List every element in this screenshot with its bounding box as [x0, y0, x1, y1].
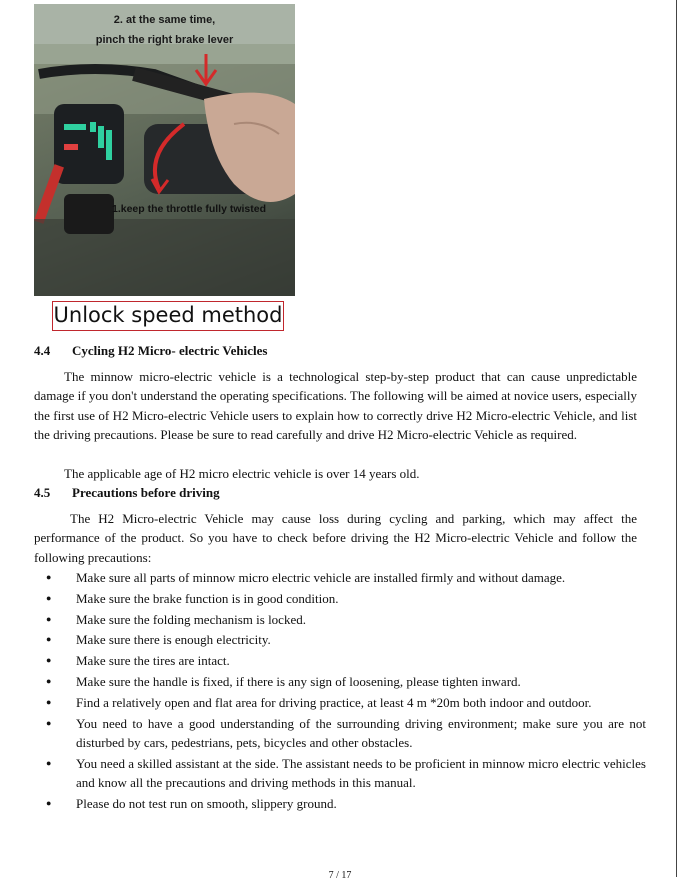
list-item: ● Make sure the brake function is in good condition. [34, 589, 646, 608]
list-item: ● You need a skilled assistant at the side. The assistant needs to be proficient in minnow micro electric vehicles and know all the precautions and driving methods in this manual. [34, 754, 646, 793]
section-number: 4.4 [34, 343, 51, 358]
list-item: ● Make sure the handle is fixed, if there is any sign of loosening, please tighten inward. [34, 672, 646, 691]
page-edge-line [676, 0, 677, 877]
section-4-4-paragraph2 [34, 464, 637, 483]
list-item: ● Find a relatively open and flat area for driving practice, at least 4 m *20m both indoor and outdoor. [34, 693, 646, 712]
paragraph-text: The minnow micro-electric vehicle is a technological step-by-step product that can cause unpredictable damage if you don't understand the operating specifications. The following will be aimed at novice users, especially the first use of H2 Micro-electric Vehicle users to explain how to correctly drive H2 Micro-electric Vehicle, and list the driving precautions. Please be sure to read carefully and drive H2 Micro-electric Vehicle as required. [34, 369, 637, 443]
list-item: ● Please do not test run on smooth, slippery ground. [34, 794, 646, 813]
section-number: 4.5 [34, 485, 51, 500]
section-title: Cycling H2 Micro- electric Vehicles [72, 343, 268, 358]
paragraph-text: The H2 Micro-electric Vehicle may cause loss during cycling and parking, which may affect the performance of the product. So you have to check before driving the H2 Micro-electric Vehicle and follow the following precautions: [34, 511, 637, 565]
handlebar-photo [34, 4, 295, 296]
photo-caption-line1: 2. at the same time, [113, 14, 216, 26]
unlock-speed-caption: Unlock speed method [52, 301, 284, 331]
section-4-5-paragraph [34, 509, 637, 567]
list-item: ● Make sure there is enough electricity. [34, 630, 646, 649]
list-item: ● You need to have a good understanding of the surrounding driving environment; make sure you are not disturbed by cars, pedestrians, pets, bicycles and other obstacles. [34, 714, 646, 753]
list-item: ● Make sure the folding mechanism is locked. [34, 610, 646, 629]
precautions-list [34, 568, 646, 813]
paragraph-text: The applicable age of H2 micro electric vehicle is over 14 years old. [64, 466, 420, 481]
list-item: ● Make sure all parts of minnow micro electric vehicle are installed firmly and without damage. [34, 568, 646, 587]
section-4-4-heading [34, 343, 267, 359]
section-4-5-heading [34, 485, 220, 501]
section-title: Precautions before driving [72, 485, 220, 500]
photo-caption-bottom: 1.keep the throttle fully twisted [112, 203, 267, 215]
section-4-4-paragraph1 [34, 367, 637, 445]
list-item: ● Make sure the tires are intact. [34, 651, 646, 670]
page-number: 7 / 17 [328, 870, 352, 881]
photo-caption-line2: pinch the right brake lever [95, 34, 234, 46]
